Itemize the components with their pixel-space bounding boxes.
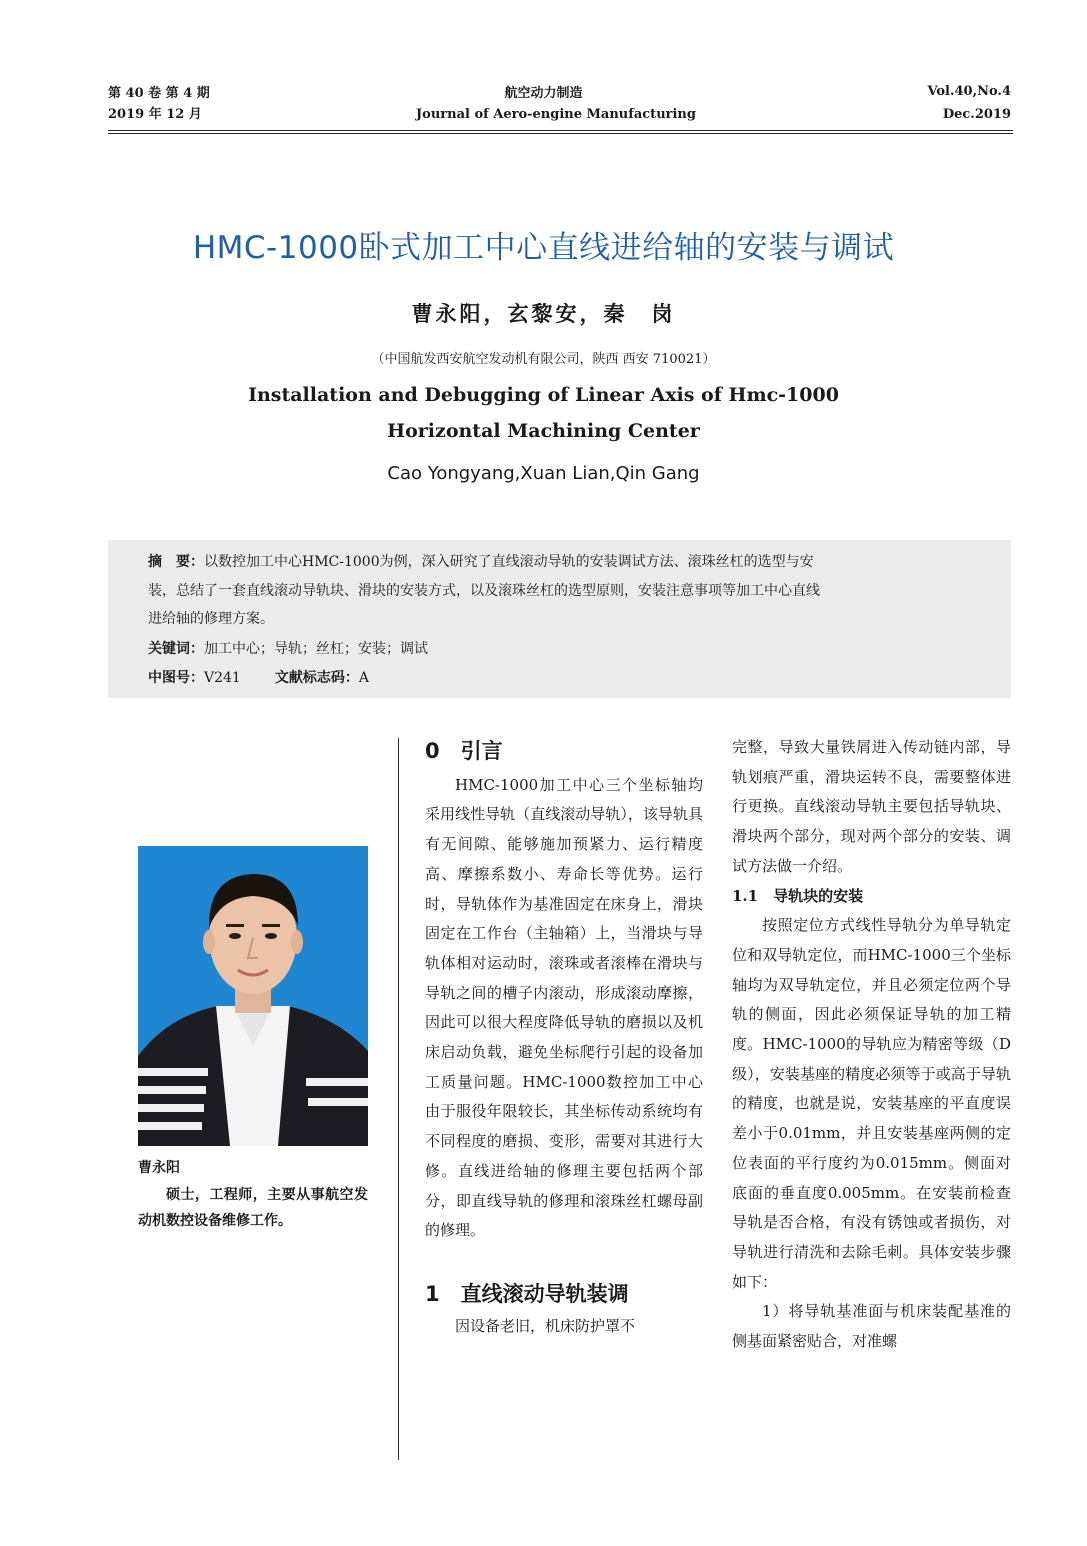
keywords-line	[148, 635, 978, 664]
keywords-label: 关键词：	[148, 641, 204, 657]
paper-title-en-line2: Horizontal Machining Center	[387, 420, 700, 442]
abstract-box	[108, 540, 1011, 698]
paper-title-en	[0, 377, 1087, 449]
authors-cn: 曹永阳，玄黎安，秦 岗	[411, 301, 676, 326]
header-journal-cn: 航空动力制造	[504, 86, 583, 101]
right-paragraph-1: 完整，导致大量铁屑进入传动链内部，导轨划痕严重，滑块运转不良，需要整体进行更换。直线滚动导轨主要包括导轨块、滑块两个部分，现对两个部分的安装、调试方法做一介绍。	[732, 738, 1011, 875]
authors-en: Cao Yongyang,Xuan Lian,Qin Gang	[387, 463, 700, 484]
right-paragraph-2: 按照定位方式线性导轨分为单导轨定位和双导轨定位，而HMC-1000三个坐标轴均为双导轨定位，并且必须定位两个导轨的侧面，因此必须保证导轨的加工精度。HMC-1000的导轨应为精密等级（D级），安装基座的精度必须等于或高于导轨的精度，也就是说，安装基座的平直度误差小于0.01mm，并且安装基座两侧的定位表面的平行度约为0.015mm。侧面对底面的垂直度0.005mm。在安装前检查导轨是否合格，有没有锈蚀或者损伤，对导轨进行清洗和去除毛刺。具体安装步骤如下：	[732, 916, 1011, 1291]
doc-code-label: 文献标志码：	[274, 670, 359, 686]
abstract-label: 摘 要：	[148, 554, 204, 570]
header-date-cn: 2019 年 12 月	[108, 107, 202, 122]
bio-name: 曹永阳	[138, 1160, 180, 1176]
section-0-paragraph: HMC-1000加工中心三个坐标轴均采用线性导轨（直线滚动导轨），该导轨具有无间隙、能够施加预紧力、运行精度高、摩擦系数小、寿命长等优势。运行时，导轨体作为基准固定在床身上，滑块固定在工作台（主轴箱）上，当滑块与导轨体相对运动时，滚珠或者滚棒在滑块与导轨之间的槽子内滚动，形成滚动摩擦，因此可以很大程度降低导轨的磨损以及机床启动负载，避免坐标爬行引起的设备加工质量问题。HMC-1000数控加工中心由于服役年限较长，其坐标传动系统均有不同程度的磨损、变形，需要对其进行大修。直线进给轴的修理主要包括两个部分，即直线导轨的修理和滚珠丝杠螺母副的修理。	[425, 775, 703, 1240]
section-0-heading: 0 引言	[425, 739, 503, 763]
abstract-line-1	[148, 548, 978, 577]
section-1-heading: 1 直线滚动导轨装调	[425, 1281, 629, 1306]
section-1-paragraph: 因设备老旧，机床防护罩不	[455, 1316, 636, 1335]
header-journal-en: Journal of Aero-engine Manufacturing	[416, 107, 696, 122]
keywords: 加工中心；导轨；丝杠；安装；调试	[204, 641, 428, 657]
author-photo	[138, 846, 368, 1146]
header-rule	[108, 130, 1013, 131]
abstract-text-1: 以数控加工中心HMC-1000为例，深入研究了直线滚动导轨的安装调试方法、滚珠丝杠的选型与安	[204, 554, 814, 570]
column-divider	[398, 738, 399, 1460]
bio-paragraph: 硕士，工程师，主要从事航空发动机数控设备维修工作。	[138, 1187, 368, 1229]
header-volume-cn: 第 40 卷 第 4 期	[108, 86, 210, 101]
header-rule-thin	[108, 133, 1013, 134]
column-middle	[425, 737, 703, 1341]
header-date-en: Dec.2019	[942, 107, 1011, 122]
doc-code-value: A	[358, 670, 369, 686]
paper-title-en-line1: Installation and Debugging of Linear Axis of Hmc-1000	[248, 384, 839, 406]
bio-text	[138, 1182, 368, 1234]
classification-line	[148, 664, 978, 693]
affiliation: （中国航发西安航空发动机有限公司，陕西 西安 710021）	[371, 352, 716, 367]
column-right	[732, 733, 1011, 1357]
subsection-1-1-heading: 1.1 导轨块的安装	[732, 886, 864, 905]
header-volume-en: Vol.40,No.4	[927, 84, 1011, 99]
right-paragraph-3: 1）将导轨基准面与机床装配基准的侧基面紧密贴合，对准螺	[732, 1302, 1011, 1351]
paper-title-cn: HMC-1000卧式加工中心直线进给轴的安装与调试	[192, 230, 895, 266]
clc-value: V241	[204, 670, 241, 686]
abstract-line-3: 进给轴的修理方案。	[148, 611, 274, 627]
abstract-line-2: 装，总结了一套直线滚动导轨块、滑块的安装方式，以及滚珠丝杠的选型原则，安装注意事项等加工中心直线	[148, 583, 820, 599]
clc-label: 中图号：	[148, 670, 204, 686]
